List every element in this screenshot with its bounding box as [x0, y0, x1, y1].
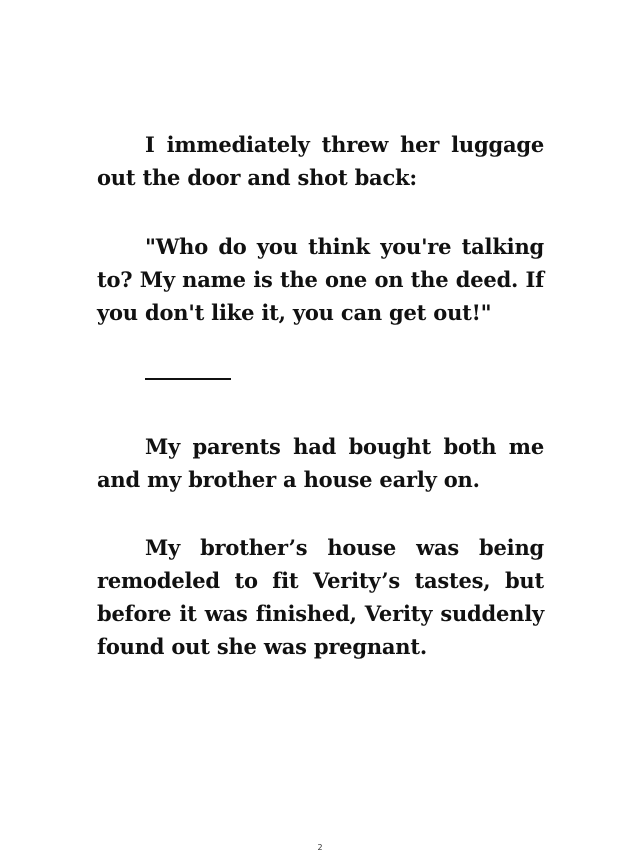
- paragraph-remodel: My brother’s house was being remodeled to fit Verity’s tastes, but before it was finished, Verity suddenly found out she was pregnant.: [97, 535, 544, 659]
- paragraph-parents-house: My parents had bought both me and my brother a house early on.: [97, 434, 544, 492]
- paragraph-quote: "Who do you think you're talking to? My name is the one on the deed. If you don't like it, you can get out!": [97, 234, 544, 325]
- page-number: 2: [317, 843, 323, 852]
- paragraph-luggage: I immediately threw her luggage out the door and shot back:: [97, 132, 544, 190]
- section-divider: [145, 378, 231, 380]
